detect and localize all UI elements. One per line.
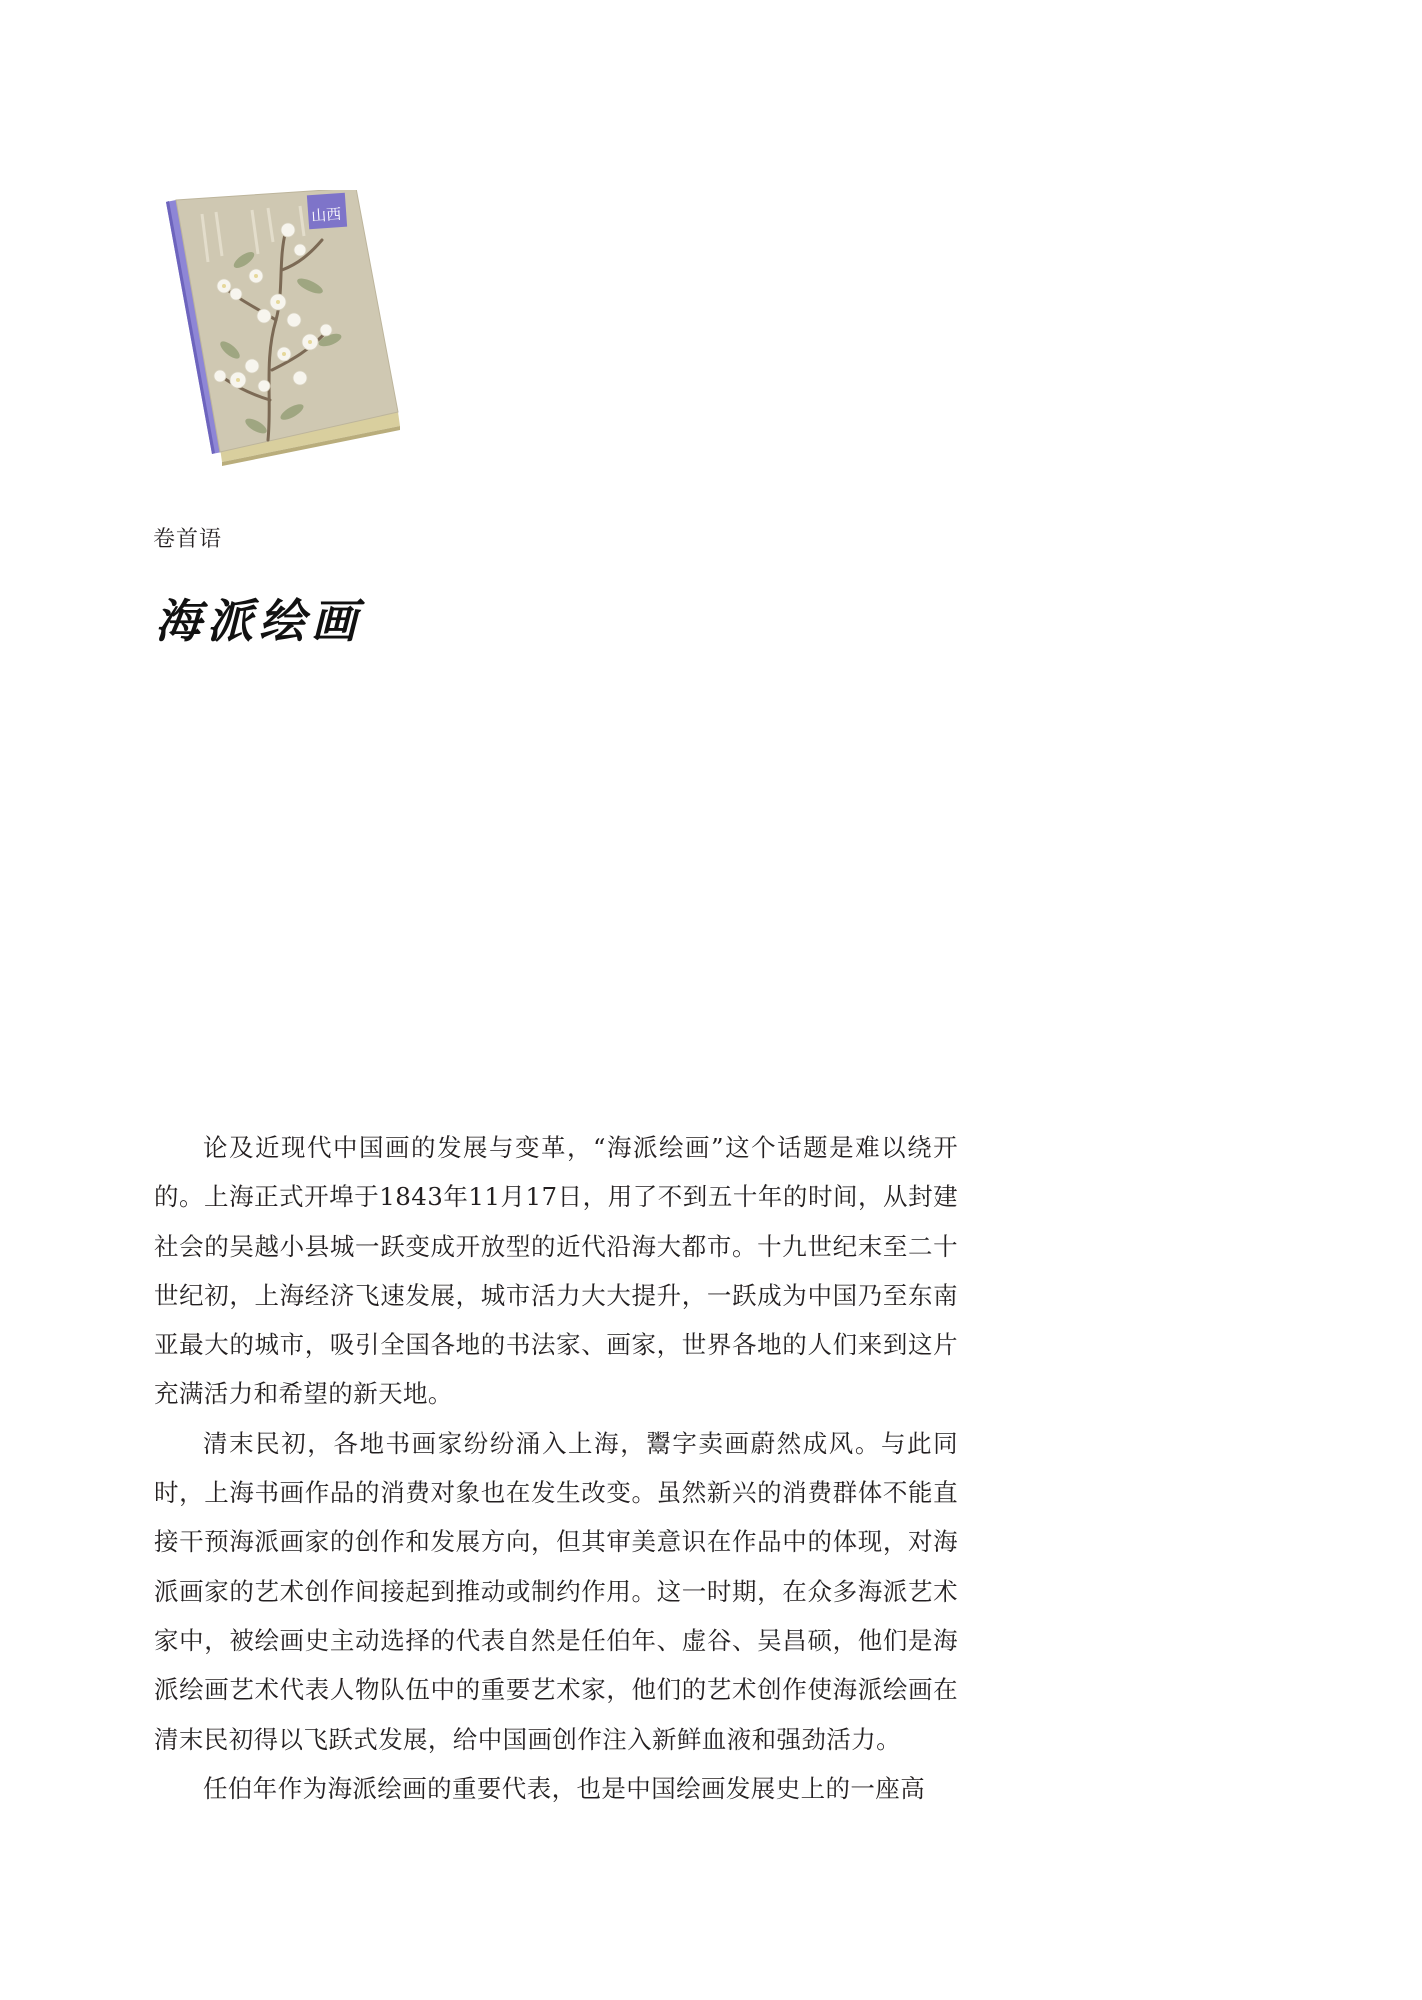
paragraph: 清末民初，各地书画家纷纷涌入上海，鬻字卖画蔚然成风。与此同时，上海书画作品的消费对象也在发生改变。虽然新兴的消费群体不能直接干预海派画家的创作和发展方向，但其审美意识在作品中的体现，对海派画家的艺术创作间接起到推动或制约作用。这一时期，在众多海派艺术家中，被绘画史主动选择的代表自然是任伯年、虚谷、吴昌硕，他们是海派绘画艺术代表人物队伍中的重要艺术家，他们的艺术创作使海派绘画在清末民初得以飞跃式发展，给中国画创作注入新鲜血液和强劲活力。 [154,1428,958,1754]
section-label: 卷首语 [153,527,223,552]
page-title: 海派绘画 [155,594,363,648]
magazine-cover-image [160,190,410,470]
paragraph: 任伯年作为海派绘画的重要代表，也是中国绘画发展史上的一座高 [203,1773,926,1803]
paragraph: 论及近现代中国画的发展与变革，“海派绘画”这个话题是难以绕开的。上海正式开埠于1843年11月17日，用了不到五十年的时间，从封建社会的吴越小县城一跃变成开放型的近代沿海大都市。十九世纪末至二十世纪初，上海经济飞速发展，城市活力大大提升，一跃成为中国乃至东南亚最大的城市，吸引全国各地的书法家、画家，世界各地的人们来到这片充满活力和希望的新天地。 [154,1133,958,1409]
cover-seal-logo [307,193,347,230]
svg-text:山西: 山西 [310,205,342,226]
article-body [154,1123,958,1813]
